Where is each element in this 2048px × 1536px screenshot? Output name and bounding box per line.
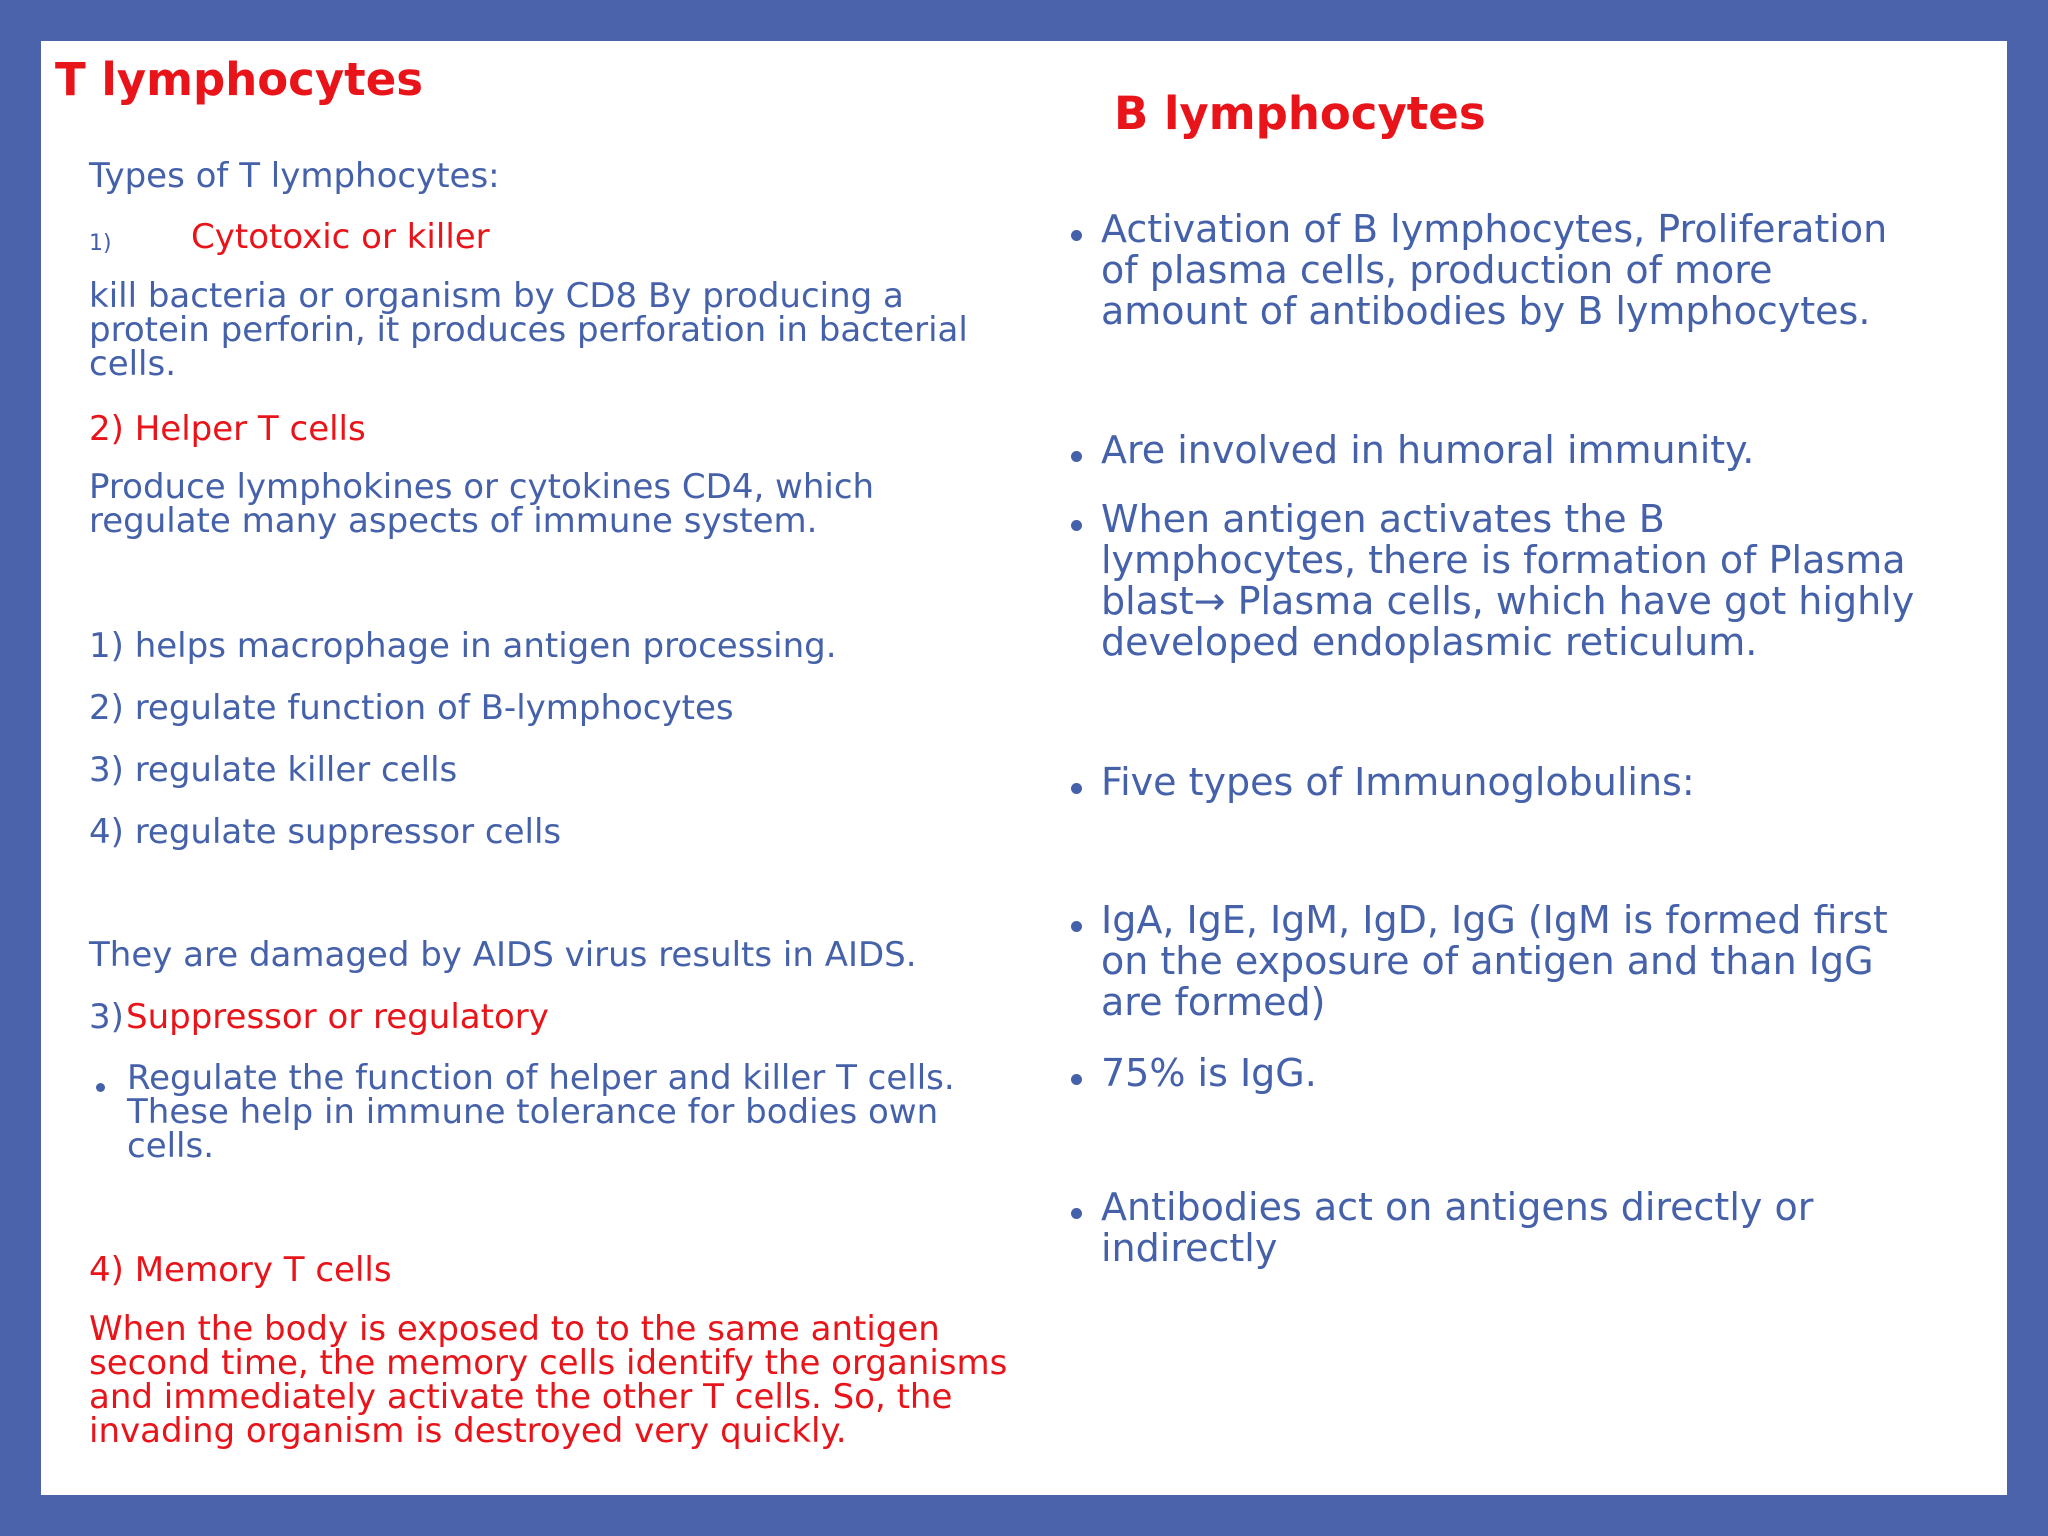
item4-desc: When the body is exposed to to the same antigen second time, the memory cells identify the organisms and immediately activate the other T cells. So, the invading organism is destroyed very quickly. [89,1309,1008,1451]
item4-label: 4) Memory T cells [89,1250,392,1290]
bullet-dot [1071,230,1082,241]
item3-bullet: Regulate the function of helper and killer T cells. These help in immune tolerance for bodies own cells. [127,1058,955,1166]
b-bullet-immunoglobulins: IgA, IgE, IgM, IgD, IgG (IgM is formed first on the exposure of antigen and than IgG are formed) [1101,898,1888,1024]
item2-label: 2) Helper T cells [89,409,366,449]
helper-function-1: 1) helps macrophage in antigen processing. [89,626,837,666]
item3-number: 3) [89,997,124,1037]
types-heading: Types of T lymphocytes: [89,156,500,196]
slide [41,41,2007,1495]
helper-function-4: 4) regulate suppressor cells [89,812,562,852]
item2-desc: Produce lymphokines or cytokines CD4, which regulate many aspects of immune system. [89,467,875,541]
bullet-dot [1071,451,1082,462]
b-bullet-plasma: When antigen activates the B lymphocytes, there is formation of Plasma blast→ Plasma cells, which have got highly developed endoplasmic reticulum. [1101,497,1915,664]
bullet-dot [1071,921,1082,932]
b-lymphocytes-title: B lymphocytes [1114,87,1486,140]
bullet-dot [1071,1074,1082,1085]
bullet-dot [1071,1208,1082,1219]
b-bullet-five-types: Five types of Immunoglobulins: [1101,760,1695,804]
item3-label: Suppressor or regulatory [126,997,549,1037]
aids-note: They are damaged by AIDS virus results in AIDS. [89,935,917,975]
helper-function-3: 3) regulate killer cells [89,750,458,790]
bullet-dot [1071,520,1082,531]
bullet-dot [1071,783,1082,794]
item1-desc: kill bacteria or organism by CD8 By producing a protein perforin, it produces perforation in bacterial cells. [89,276,968,384]
bullet-dot [96,1083,105,1092]
b-bullet-igg-percent: 75% is IgG. [1101,1051,1317,1095]
b-bullet-humoral: Are involved in humoral immunity. [1101,428,1755,472]
helper-function-2: 2) regulate function of B-lymphocytes [89,688,734,728]
b-bullet-activation: Activation of B lymphocytes, Proliferation of plasma cells, production of more amount of antibodies by B lymphocytes. [1101,207,1888,333]
item1-number: 1) [89,231,112,256]
t-lymphocytes-title: T lymphocytes [55,53,423,106]
b-bullet-antibodies-act: Antibodies act on antigens directly or indirectly [1101,1185,1814,1270]
item1-label: Cytotoxic or killer [191,217,490,257]
